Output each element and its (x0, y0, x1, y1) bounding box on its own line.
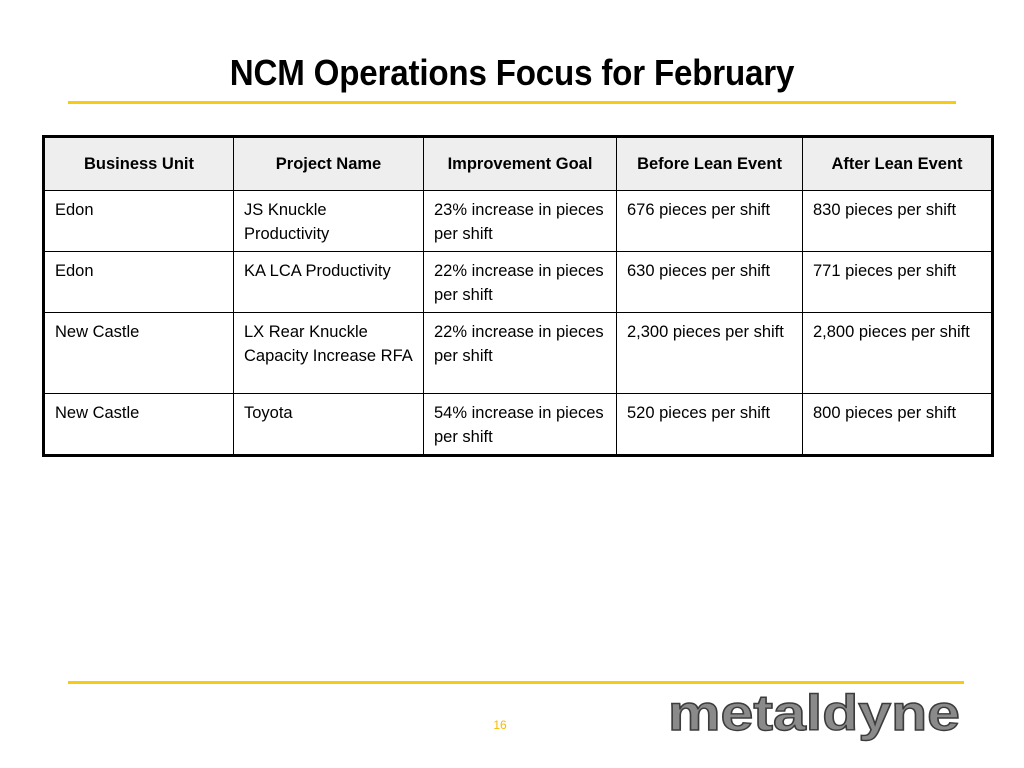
cell-after-lean-event: 771 pieces per shift (803, 252, 993, 313)
cell-project-name: LX Rear Knuckle Capacity Increase RFA (234, 313, 424, 394)
cell-improvement-goal: 23% increase in pieces per shift (424, 191, 617, 252)
slide-title: NCM Operations Focus for February (229, 52, 795, 93)
header-before-lean-event: Before Lean Event (617, 137, 803, 191)
metaldyne-logo (664, 688, 964, 752)
cell-project-name: KA LCA Productivity (234, 252, 424, 313)
cell-business-unit: Edon (44, 191, 234, 252)
cell-before-lean-event: 676 pieces per shift (617, 191, 803, 252)
table-header-row (44, 137, 993, 191)
cell-improvement-goal: 22% increase in pieces per shift (424, 252, 617, 313)
cell-before-lean-event: 2,300 pieces per shift (617, 313, 803, 394)
table-row (44, 191, 993, 252)
focus-table (42, 135, 994, 457)
cell-project-name: JS Knuckle Productivity (234, 191, 424, 252)
footer-rule (68, 681, 964, 684)
logo-wordmark: metaldyne (668, 688, 960, 741)
cell-after-lean-event: 800 pieces per shift (803, 394, 993, 456)
table-row (44, 313, 993, 394)
cell-after-lean-event: 830 pieces per shift (803, 191, 993, 252)
cell-business-unit: New Castle (44, 313, 234, 394)
cell-after-lean-event: 2,800 pieces per shift (803, 313, 993, 394)
table-row (44, 394, 993, 456)
cell-before-lean-event: 520 pieces per shift (617, 394, 803, 456)
header-after-lean-event: After Lean Event (803, 137, 993, 191)
cell-before-lean-event: 630 pieces per shift (617, 252, 803, 313)
cell-business-unit: Edon (44, 252, 234, 313)
header-improvement-goal: Improvement Goal (424, 137, 617, 191)
title-underline (68, 101, 956, 104)
page-number: 16 (493, 718, 507, 732)
cell-improvement-goal: 22% increase in pieces per shift (424, 313, 617, 394)
header-business-unit: Business Unit (44, 137, 234, 191)
table-row (44, 252, 993, 313)
header-project-name: Project Name (234, 137, 424, 191)
cell-business-unit: New Castle (44, 394, 234, 456)
cell-project-name: Toyota (234, 394, 424, 456)
cell-improvement-goal: 54% increase in pieces per shift (424, 394, 617, 456)
